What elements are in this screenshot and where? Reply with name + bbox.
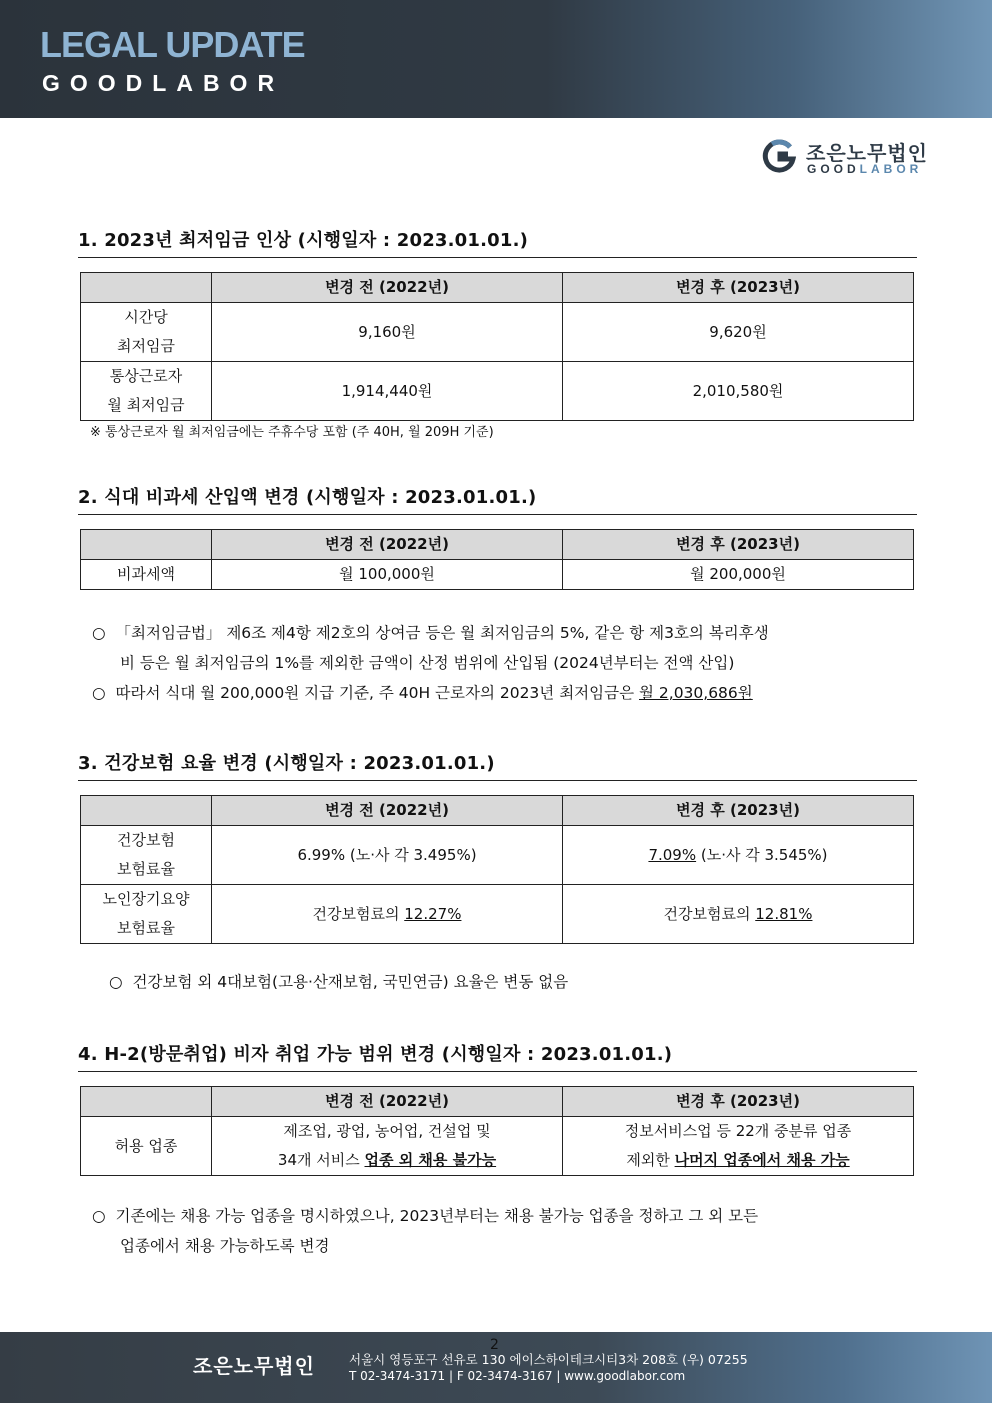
section-3-bullet: ○ 건강보험 외 4대보험(고용·산재보험, 국민연금) 요율은 변동 없음	[109, 967, 909, 997]
footer-address: 서울시 영등포구 선유로 130 에이스하이테크시티3차 208호 (우) 07255	[349, 1352, 748, 1367]
minimum-wage-table	[80, 272, 914, 421]
table-header-after: 변경 후 (2023년)	[563, 530, 914, 560]
cell-before: 9,160원	[212, 303, 563, 362]
row-label: 노인장기요양 보험료율	[81, 885, 212, 944]
bullet-circle-icon: ○	[92, 684, 106, 702]
table-header-blank	[81, 1087, 212, 1117]
section-3-divider	[78, 780, 917, 781]
cell-after: 9,620원	[563, 303, 914, 362]
bullet-circle-icon: ○	[92, 624, 106, 642]
table-header-row	[81, 1087, 914, 1117]
cell-before: 제조업, 광업, 농어업, 건설업 및 34개 서비스 업종 외 채용 불가능	[212, 1117, 563, 1176]
table-header-blank	[81, 530, 212, 560]
table-header-after: 변경 후 (2023년)	[563, 273, 914, 303]
table-header-row	[81, 273, 914, 303]
section-3-title: 3. 건강보험 요율 변경 (시행일자 : 2023.01.01.)	[78, 753, 495, 774]
table-header-before: 변경 전 (2022년)	[212, 796, 563, 826]
cell-after: 7.09% (노·사 각 3.545%)	[563, 826, 914, 885]
row-label: 시간당 최저임금	[81, 303, 212, 362]
table-header-after: 변경 후 (2023년)	[563, 796, 914, 826]
section-2-title: 2. 식대 비과세 산입액 변경 (시행일자 : 2023.01.01.)	[78, 487, 537, 508]
header-title: LEGAL UPDATE	[40, 24, 305, 65]
section-4-bullet: ○ 기존에는 채용 가능 업종을 명시하였으나, 2023년부터는 채용 불가능 업종을 정하고 그 외 모든 업종에서 채용 가능하도록 변경	[92, 1201, 918, 1261]
cell-after: 월 200,000원	[563, 560, 914, 590]
visa-scope-table	[80, 1086, 914, 1176]
table-row	[81, 1117, 914, 1176]
table-header-blank	[81, 796, 212, 826]
cell-after: 정보서비스업 등 22개 중분류 업종 제외한 나머지 업종에서 채용 가능	[563, 1117, 914, 1176]
company-logo	[762, 137, 952, 179]
section-2-bullet-2: ○ 따라서 식대 월 200,000원 지급 기준, 주 40H 근로자의 2023년 최저임금은 월 2,030,686원	[92, 678, 918, 708]
logo-g-icon	[762, 139, 796, 173]
meal-allowance-table	[80, 529, 914, 590]
logo-korean-name: 조은노무법인	[806, 141, 928, 165]
table-header-row	[81, 796, 914, 826]
table-row	[81, 885, 914, 944]
table-header-blank	[81, 273, 212, 303]
cell-before: 건강보험료의 12.27%	[212, 885, 563, 944]
page-number: 2	[490, 1337, 499, 1353]
row-label: 건강보험 보험료율	[81, 826, 212, 885]
row-label: 통상근로자 월 최저임금	[81, 362, 212, 421]
health-insurance-table	[80, 795, 914, 944]
table-header-after: 변경 후 (2023년)	[563, 1087, 914, 1117]
section-2-divider	[78, 514, 917, 515]
cell-after: 2,010,580원	[563, 362, 914, 421]
cell-before: 월 100,000원	[212, 560, 563, 590]
cell-before: 1,914,440원	[212, 362, 563, 421]
bullet-circle-icon: ○	[109, 973, 123, 991]
footer-contact: T 02-3474-3171 | F 02-3474-3167 | www.goodlabor.com	[349, 1369, 686, 1383]
header-subtitle: GOODLABOR	[42, 70, 285, 96]
table-header-before: 변경 전 (2022년)	[212, 530, 563, 560]
section-1-title: 1. 2023년 최저임금 인상 (시행일자 : 2023.01.01.)	[78, 230, 529, 251]
logo-english-name: GOODLABOR	[807, 162, 923, 176]
section-4-divider	[78, 1071, 917, 1072]
footer-company-name: 조은노무법인	[193, 1354, 315, 1378]
table-row	[81, 560, 914, 590]
section-1-divider	[78, 257, 917, 258]
bullet-circle-icon: ○	[92, 1207, 106, 1225]
row-label: 비과세액	[81, 560, 212, 590]
table-header-before: 변경 전 (2022년)	[212, 1087, 563, 1117]
table-row	[81, 303, 914, 362]
table-header-before: 변경 전 (2022년)	[212, 273, 563, 303]
minimum-wage-highlight: 월 2,030,686원	[639, 684, 753, 702]
table-row	[81, 362, 914, 421]
cell-before: 6.99% (노·사 각 3.495%)	[212, 826, 563, 885]
table-header-row	[81, 530, 914, 560]
cell-after: 건강보험료의 12.81%	[563, 885, 914, 944]
section-2-bullet-1: ○ 「최저임금법」 제6조 제4항 제2호의 상여금 등은 월 최저임금의 5%, 같은 항 제3호의 복리후생 비 등은 월 최저임금의 1%를 제외한 금액이 산정 범위에 산입됨 (2024년부터는 전액 산입)	[92, 618, 918, 678]
table-row	[81, 826, 914, 885]
header-banner	[0, 0, 992, 118]
section-4-title: 4. H-2(방문취업) 비자 취업 가능 범위 변경 (시행일자 : 2023.01.01.)	[78, 1044, 673, 1065]
row-label: 허용 업종	[81, 1117, 212, 1176]
section-1-note: ※ 통상근로자 월 최저임금에는 주휴수당 포함 (주 40H, 월 209H 기준)	[90, 425, 494, 440]
